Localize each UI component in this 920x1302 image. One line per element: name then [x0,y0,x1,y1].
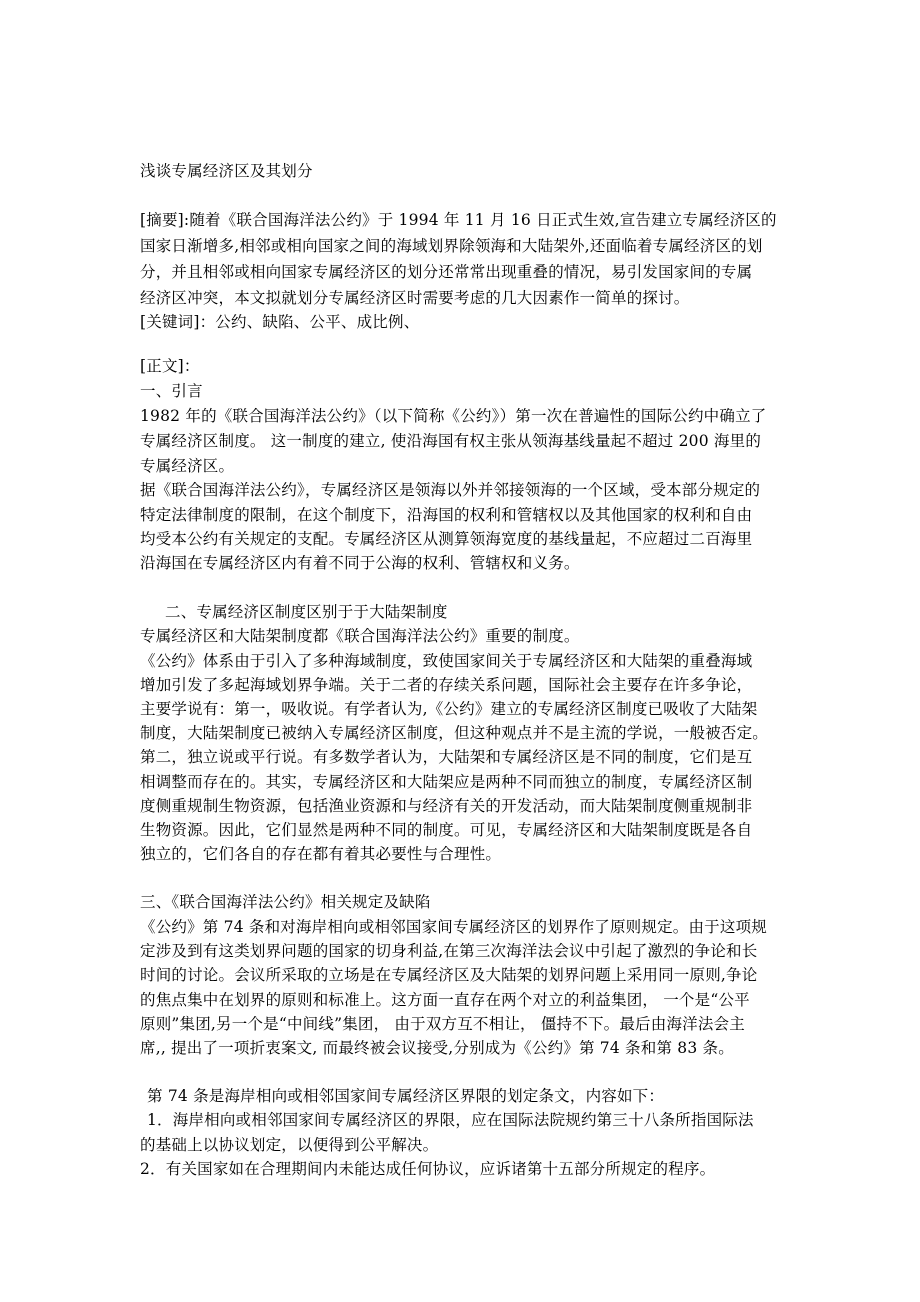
paragraph-line: 第二，独立说或平行说。有多数学者认为，大陆架和专属经济区是不同的制度，它们是互 [140,748,753,766]
paragraph-line: 相调整而存在的。其实，专属经济区和大陆架应是两种不同而独立的制度，专属经济区制 [140,773,753,791]
body-heading: [正文]： [140,357,200,375]
paragraph-line: 制度，大陆架制度已被纳入专属经济区制度，但这种观点并不是主流的学说，一般被否定。 [140,724,769,742]
paragraph-line: 专属经济区和大陆架制度都《联合国海洋法公约》重要的制度。 [140,627,580,645]
section-heading: 三、《联合国海洋法公约》相关规定及缺陷 [140,893,431,911]
paragraph-line: 1982 年的《联合国海洋法公约》（以下简称《公约》）第一次在普遍性的国际公约中确立了 [140,407,767,425]
article-intro: 第 74 条是海岸相向或相邻国家间专属经济区界限的划定条文，内容如下： [147,1087,665,1105]
article-line: 2．有关国家如在合理期间内未能达成任何协议，应诉诸第十五部分所规定的程序。 [140,1160,716,1178]
abstract-line: 经济区冲突，本文拟就划分专属经济区时需要考虑的几大因素作一简单的探讨。 [140,289,690,307]
paragraph-line: 沿海国在专属经济区内有着不同于公海的权利、管辖权和义务。 [140,554,580,572]
paragraph-line: 专属经济区制度。 这一制度的建立, 使沿海国有权主张从领海基线量起不超过 200 海里的 [140,432,762,450]
paragraph-line: 席,, 提出了一项折衷案文, 而最终被会议接受,分别成为《公约》第 74 条和第 83 条。 [140,1039,734,1057]
article-line: 1．海岸相向或相邻国家间专属经济区的界限，应在国际法院规约第三十八条所指国际法 [147,1111,754,1129]
paragraph-line: 据《联合国海洋法公约》，专属经济区是领海以外并邻接领海的一个区域，受本部分规定的 [140,481,761,499]
document-title: 浅谈专属经济区及其划分 [140,162,313,180]
paragraph-line: 的焦点集中在划界的原则和标准上。这方面一直存在两个对立的利益集团， 一个是“公平 [140,991,750,1009]
paragraph-line: 独立的，它们各自的存在都有着其必要性与合理性。 [140,845,502,863]
paragraph-line: 特定法律制度的限制，在这个制度下，沿海国的权利和管辖权以及其他国家的权利和自由 [140,506,753,524]
paragraph-line: 《公约》体系由于引入了多种海域制度，致使国家间关于专属经济区和大陆架的重叠海域 [140,652,753,670]
paragraph-line: 均受本公约有关规定的支配。专属经济区从测算领海宽度的基线量起，不应超过二百海里 [140,530,753,548]
paragraph-line: 时间的讨论。会议所采取的立场是在专属经济区及大陆架的划界问题上采用同一原则,争论 [140,966,758,984]
article-line: 的基础上以协议划定，以便得到公平解决。 [140,1136,439,1154]
paragraph-line: 专属经济区。 [140,457,235,475]
paragraph-line: 原则”集团,另一个是“中间线”集团， 由于双方互不相让， 僵持不下。最后由海洋法会主 [140,1015,745,1033]
paragraph-line: 生物资源。因此，它们显然是两种不同的制度。可见，专属经济区和大陆架制度既是各自 [140,821,753,839]
paragraph-line: 度侧重规制生物资源，包括渔业资源和与经济有关的开发活动，而大陆架制度侧重规制非 [140,797,753,815]
paragraph-line: 《公约》第 74 条和对海岸相向或相邻国家间专属经济区的划界作了原则规定。由于这项规 [140,918,767,936]
abstract-line: 国家日渐增多,相邻或相向国家之间的海域划界除领海和大陆架外,还面临着专属经济区的划 [140,237,763,255]
abstract-line: [摘要]:随着《联合国海洋法公约》于 1994 年 11 月 16 日正式生效,宣告建立专属经济区的 [140,211,777,229]
abstract-line: 分，并且相邻或相向国家专属经济区的划分还常常出现重叠的情况，易引发国家间的专属 [140,263,753,281]
paragraph-line: 增加引发了多起海域划界争端。关于二者的存续关系问题，国际社会主要存在许多争论， [140,676,753,694]
paragraph-line: 主要学说有：第一，吸收说。有学者认为,《公约》建立的专属经济区制度已吸收了大陆架 [140,700,758,718]
keywords: [关键词]：公约、缺陷、公平、成比例、 [140,313,420,331]
section-heading: 一、引言 [140,382,203,400]
section-heading: 二、专属经济区制度区别于于大陆架制度 [165,603,448,621]
paragraph-line: 定涉及到有这类划界问题的国家的切身利益,在第三次海洋法会议中引起了激烈的争论和长 [140,942,758,960]
